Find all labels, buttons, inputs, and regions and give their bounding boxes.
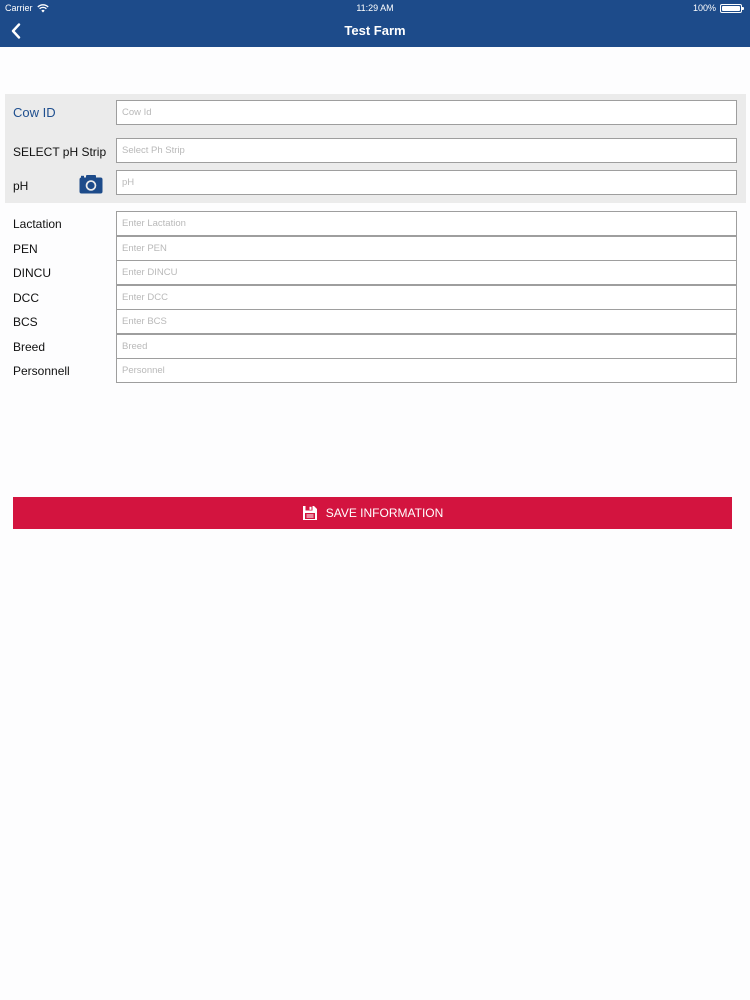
breed-input[interactable] — [116, 334, 737, 359]
lactation-row — [5, 211, 746, 236]
dincu-label: DINCU — [13, 266, 51, 280]
carrier-label: Carrier — [5, 3, 33, 13]
personnel-label: Personnell — [13, 364, 70, 378]
lactation-label: Lactation — [13, 217, 62, 231]
breed-label: Breed — [13, 339, 46, 354]
battery-icon — [720, 4, 742, 13]
battery-percent: 100% — [692, 3, 716, 13]
cow-id-input[interactable] — [116, 100, 737, 125]
bcs-label: BCS — [13, 315, 38, 329]
breed-row — [5, 334, 746, 359]
dincu-input[interactable] — [116, 260, 737, 285]
pen-input[interactable] — [116, 236, 737, 261]
personnel-input[interactable] — [116, 358, 737, 383]
ph-row — [5, 167, 746, 203]
pen-label: PEN — [13, 241, 38, 256]
pen-row — [5, 236, 746, 261]
save-button-label: SAVE INFORMATION — [325, 506, 444, 520]
dcc-label: DCC — [13, 290, 39, 305]
ph-strip-row — [5, 131, 746, 167]
camera-icon[interactable] — [79, 174, 103, 194]
ph-strip-select[interactable] — [116, 138, 737, 163]
cow-id-row — [5, 94, 746, 131]
ph-input[interactable] — [116, 170, 737, 195]
bcs-row — [5, 309, 746, 334]
status-time: 11:29 AM — [356, 3, 394, 13]
dcc-input[interactable] — [116, 285, 737, 310]
cow-id-label: Cow ID — [13, 105, 56, 120]
ph-label: pH — [13, 179, 29, 193]
bcs-input[interactable] — [116, 309, 737, 334]
cow-form — [5, 94, 746, 383]
personnel-row — [5, 358, 746, 383]
ph-strip-label: SELECT pH Strip — [13, 145, 107, 159]
navigation-bar — [0, 0, 750, 47]
lactation-input[interactable] — [116, 211, 737, 236]
save-information-button[interactable] — [13, 497, 732, 529]
floppy-disk-icon — [302, 505, 318, 521]
dcc-row — [5, 285, 746, 310]
status-battery — [693, 3, 742, 13]
page-title: Test Farm — [344, 23, 406, 38]
dincu-row — [5, 260, 746, 285]
